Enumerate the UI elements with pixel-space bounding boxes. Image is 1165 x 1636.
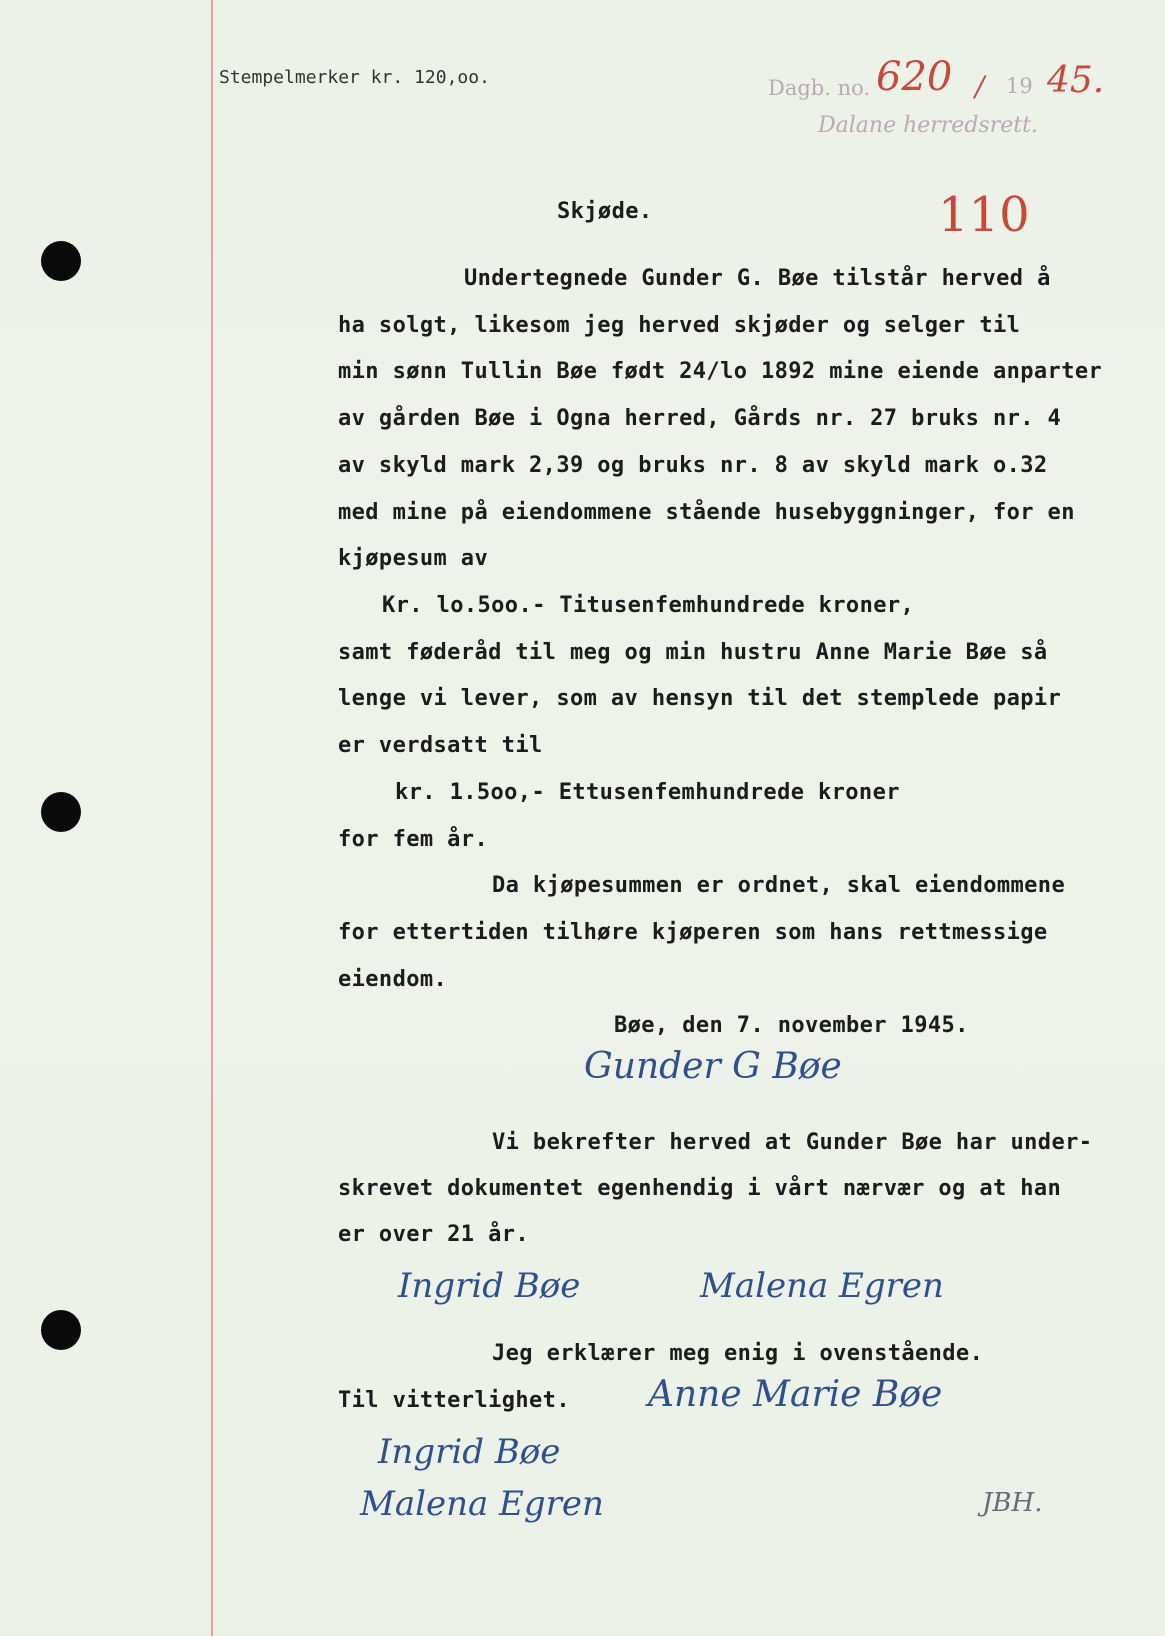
registry-stamp-label: Dagb. no. bbox=[768, 76, 871, 100]
deed-line: kjøpesum av bbox=[338, 546, 489, 571]
deed-line: eiendom. bbox=[338, 967, 448, 992]
deed-title: Skjøde. bbox=[557, 199, 653, 224]
court-stamp: Dalane herredsrett. bbox=[818, 113, 1038, 138]
deed-line: Kr. lo.5oo.- Titusenfemhundrede kroner, bbox=[382, 593, 915, 618]
registry-year-print: 19 bbox=[1006, 74, 1033, 98]
registry-number: 620 bbox=[876, 54, 953, 100]
registry-year: 45. bbox=[1047, 60, 1105, 101]
witness-signature: Malena Egren bbox=[700, 1266, 944, 1306]
deed-line: er verdsatt til bbox=[338, 733, 543, 758]
deed-line: lenge vi lever, som av hensyn til det stemplede papir bbox=[338, 686, 1062, 711]
punch-hole bbox=[41, 241, 81, 281]
deed-line: kr. 1.5oo,- Ettusenfemhundrede kroner bbox=[395, 780, 900, 805]
witness-signature: Ingrid Bøe bbox=[398, 1266, 581, 1306]
deed-line: for fem år. bbox=[338, 827, 489, 852]
deed-line: Da kjøpesummen er ordnet, skal eiendommene bbox=[492, 873, 1066, 898]
consent-statement: Jeg erklærer meg enig i ovenstående. bbox=[492, 1341, 984, 1366]
clerk-initials: JBH. bbox=[982, 1488, 1043, 1518]
punch-hole bbox=[41, 1310, 81, 1350]
witness-statement-line: skrevet dokumentet egenhendig i vårt nærvær og at han bbox=[338, 1176, 1062, 1201]
deed-line: av gården Bøe i Ogna herred, Gårds nr. 27 bruks nr. 4 bbox=[338, 406, 1062, 431]
deed-line: Undertegnede Gunder G. Bøe tilstår herved å bbox=[464, 266, 1051, 291]
punch-hole bbox=[41, 792, 81, 832]
deed-line: min sønn Tullin Bøe født 24/lo 1892 mine eiende anparter bbox=[338, 359, 1103, 384]
deed-date: Bøe, den 7. november 1945. bbox=[614, 1013, 969, 1038]
deed-line: samt føderåd til meg og min hustru Anne Marie Bøe så bbox=[338, 640, 1048, 665]
attest-label: Til vitterlighet. bbox=[338, 1388, 570, 1413]
stamp-duty-note: Stempelmerker kr. 120,oo. bbox=[219, 67, 490, 88]
registry-slash: / bbox=[975, 70, 985, 103]
deed-line: for ettertiden tilhøre kjøperen som hans rettmessige bbox=[338, 920, 1048, 945]
attest-witness-signature: Malena Egren bbox=[360, 1484, 604, 1524]
margin-rule bbox=[211, 0, 213, 1636]
seller-signature: Gunder G Bøe bbox=[584, 1046, 842, 1087]
deed-line: ha solgt, likesom jeg herved skjøder og selger til bbox=[338, 313, 1021, 338]
folio-number: 110 bbox=[938, 187, 1030, 243]
witness-statement-line: er over 21 år. bbox=[338, 1222, 530, 1247]
spouse-signature: Anne Marie Bøe bbox=[648, 1374, 943, 1415]
witness-statement-line: Vi bekrefter herved at Gunder Bøe har under- bbox=[492, 1130, 1093, 1155]
deed-line: av skyld mark 2,39 og bruks nr. 8 av skyld mark o.32 bbox=[338, 453, 1048, 478]
attest-witness-signature: Ingrid Bøe bbox=[378, 1432, 561, 1472]
deed-line: med mine på eiendommene stående husebyggninger, for en bbox=[338, 500, 1075, 525]
